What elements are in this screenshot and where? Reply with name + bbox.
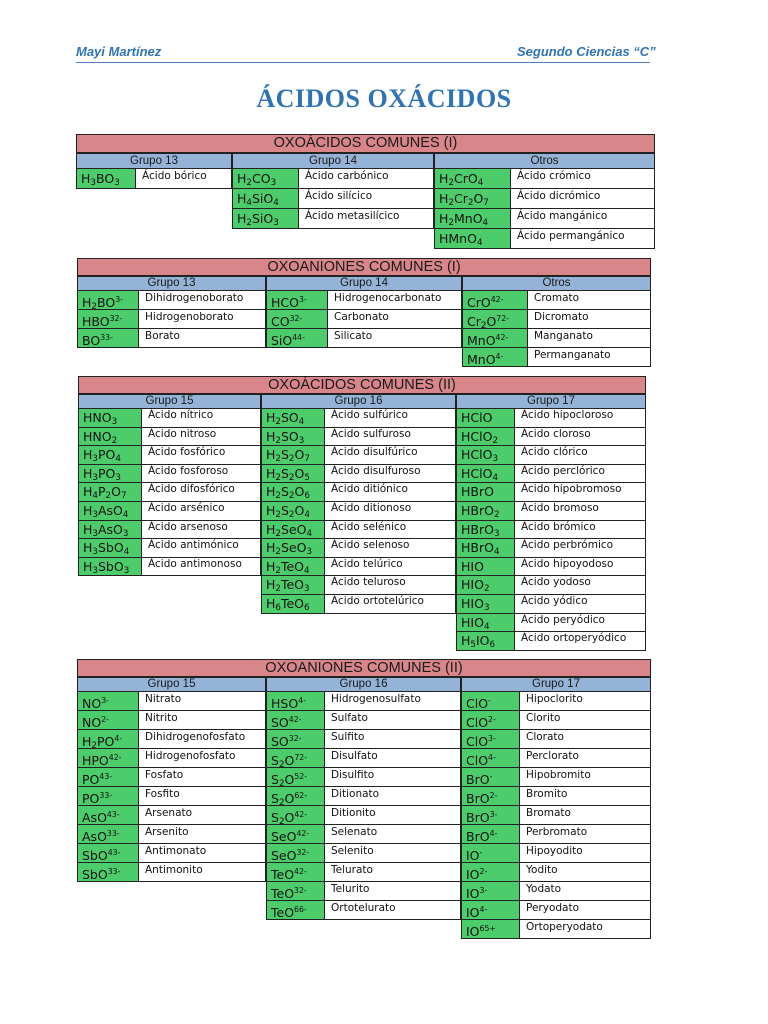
formula-cell: HIO [456, 558, 515, 576]
name-cell: Manganato [528, 329, 651, 347]
table-row [77, 310, 266, 329]
formula-cell: H5IO6 [456, 632, 515, 650]
formula-cell: $HPO^{42-}$ [77, 749, 139, 767]
formula-cell: AsO$^{33-}$ [77, 825, 139, 843]
table-row [461, 787, 651, 806]
table-row [261, 409, 456, 428]
group-header: Grupo 15 [77, 677, 266, 692]
table-row [77, 329, 266, 348]
table-row [461, 692, 651, 711]
table-row [456, 465, 646, 484]
formula-cell: H2CrO4 [434, 169, 511, 188]
formula-cell: ClO- [461, 692, 520, 710]
table-row [266, 749, 461, 768]
table-row [266, 310, 462, 329]
name-cell: Ácido sulfuroso [325, 428, 456, 446]
formula-cell: H2S2O5 [261, 465, 325, 483]
group-grupo-13-oxoaniones-comunes-i [77, 276, 266, 348]
name-cell: Fosfato [139, 768, 266, 786]
page-title: ÁCIDOS OXÁCIDOS [256, 84, 512, 113]
name-cell: Ácido perclórico [515, 465, 646, 483]
formula-cell: $S2O^{72-}$ [266, 749, 325, 767]
name-cell: Antimonato [139, 844, 266, 862]
formula-cell: HNO3 [78, 409, 142, 427]
name-cell: Ácido antimonoso [142, 558, 261, 576]
section-title-oxoacidos-comunes-ii: OXOÁCIDOS COMUNES (II) [78, 376, 646, 394]
name-cell: Ácido arsenoso [142, 521, 261, 539]
table-row [78, 465, 261, 484]
name-cell: Ácido bórico [136, 169, 232, 188]
formula-cell: SiO$^{44-}$ [266, 329, 328, 347]
formula-cell: BrO$^{4-}$ [461, 825, 520, 843]
table-row [232, 209, 434, 229]
formula-cell: H2Cr2O7 [434, 189, 511, 208]
section-title-oxoacidos-comunes-i: OXOÁCIDOS COMUNES (I) [76, 134, 655, 153]
table-row [261, 558, 456, 577]
name-cell: Hidrogenosulfato [325, 692, 461, 710]
table-row [461, 863, 651, 882]
group-otros-oxoacidos-comunes-i [434, 153, 655, 249]
table-row [266, 844, 461, 863]
name-cell: Silicato [328, 329, 462, 347]
formula-cell: AsO$^{43-}$ [77, 806, 139, 824]
name-cell: Ácido yódico [515, 595, 646, 613]
table-row [266, 768, 461, 787]
table-row [261, 483, 456, 502]
table-row [456, 409, 646, 428]
formula-cell: BrO$^{2-}$ [461, 787, 520, 805]
name-cell: Hipobromito [520, 768, 651, 786]
formula-cell: MnO$^{42-}$ [462, 329, 528, 347]
formula-cell: H3AsO4 [78, 502, 142, 520]
formula-cell: H2S2O6 [261, 483, 325, 501]
table-row [461, 768, 651, 787]
formula-cell: $SO^{42-}$ [266, 711, 325, 729]
table-row [462, 310, 651, 329]
formula-cell: $SO^{32-}$ [266, 730, 325, 748]
formula-cell: ClO$^{2-}$ [461, 711, 520, 729]
formula-cell: H4P2O7 [78, 483, 142, 501]
name-cell: Hidrogenoborato [139, 310, 266, 328]
group-header: Otros [434, 153, 655, 169]
table-row [266, 806, 461, 825]
table-row [77, 768, 266, 787]
formula-cell: H4SiO4 [232, 189, 299, 208]
name-cell: Nitrito [139, 711, 266, 729]
name-cell: Ácido metasilícico [299, 209, 434, 228]
name-cell: Ácido nítrico [142, 409, 261, 427]
table-row [266, 901, 461, 920]
table-row [261, 465, 456, 484]
name-cell: Sulfito [325, 730, 461, 748]
group-grupo-13-oxoacidos-comunes-i [76, 153, 232, 189]
table-row [232, 189, 434, 209]
table-row [434, 229, 655, 249]
formula-cell: $NO^{3-}$ [77, 692, 139, 710]
name-cell: Perclorato [520, 749, 651, 767]
name-cell: Ácido fosfórico [142, 446, 261, 464]
formula-cell: $IO^{2-}$ [461, 863, 520, 881]
formula-cell: HNO2 [78, 428, 142, 446]
name-cell: Telurito [325, 882, 461, 900]
formula-cell: $BO^{33-}$ [77, 329, 139, 347]
formula-cell: $HSO^{4-}$ [266, 692, 325, 710]
table-row [456, 595, 646, 614]
name-cell: Ácido ditionoso [325, 502, 456, 520]
group-grupo-16-oxoaniones-comunes-ii [266, 677, 461, 920]
name-cell: Ácido hipobromoso [515, 483, 646, 501]
formula-cell: ClO$^{4-}$ [461, 749, 520, 767]
table-row [456, 632, 646, 651]
formula-cell: BrO- [461, 768, 520, 786]
name-cell: Dihidrogenofosfato [139, 730, 266, 748]
formula-cell: HClO [456, 409, 515, 427]
name-cell: Ácido hipoyodoso [515, 558, 646, 576]
formula-cell: HBrO4 [456, 539, 515, 557]
table-row [266, 692, 461, 711]
formula-cell: $S2O^{62-}$ [266, 787, 325, 805]
table-row [77, 863, 266, 882]
table-row [266, 863, 461, 882]
table-row [456, 576, 646, 595]
name-cell: Ácido crómico [511, 169, 655, 188]
formula-cell: TeO$^{32-}$ [266, 882, 325, 900]
group-otros-oxoaniones-comunes-i [462, 276, 651, 367]
name-cell: Selenato [325, 825, 461, 843]
formula-cell: HIO2 [456, 576, 515, 594]
name-cell: Ortoperyodato [520, 920, 651, 938]
name-cell: Dihidrogenoborato [139, 291, 266, 309]
formula-cell: $HCO^{3-}$ [266, 291, 328, 309]
table-row [461, 882, 651, 901]
table-row [461, 901, 651, 920]
name-cell: Dicromato [528, 310, 651, 328]
table-row [266, 329, 462, 348]
class-name: Segundo Ciencias “C” [517, 44, 656, 59]
formula-cell: HIO3 [456, 595, 515, 613]
name-cell: Ácido ditiónico [325, 483, 456, 501]
formula-cell: H2SiO3 [232, 209, 299, 228]
name-cell: Hipoyodito [520, 844, 651, 862]
name-cell: Disulfito [325, 768, 461, 786]
name-cell: Ácido mangánico [511, 209, 655, 228]
table-row [456, 428, 646, 447]
formula-cell: $H2BO^{3-}$ [77, 291, 139, 309]
formula-cell: HBrO2 [456, 502, 515, 520]
table-row [266, 825, 461, 844]
name-cell: Sulfato [325, 711, 461, 729]
formula-cell: SbO$^{43-}$ [77, 844, 139, 862]
name-cell: Ditionato [325, 787, 461, 805]
formula-cell: H2SO3 [261, 428, 325, 446]
formula-cell: HClO4 [456, 465, 515, 483]
formula-cell: BrO$^{3-}$ [461, 806, 520, 824]
name-cell: Bromato [520, 806, 651, 824]
table-row [266, 787, 461, 806]
table-row [266, 711, 461, 730]
table-row [77, 825, 266, 844]
table-row [78, 539, 261, 558]
name-cell: Hidrogenofosfato [139, 749, 266, 767]
group-grupo-16-oxoacidos-comunes-ii [261, 394, 456, 614]
name-cell: Cromato [528, 291, 651, 309]
formula-cell: H2SeO3 [261, 539, 325, 557]
table-row [77, 730, 266, 749]
formula-cell: $S2O^{42-}$ [266, 806, 325, 824]
name-cell: Ácido ortotelúrico [325, 595, 456, 613]
group-grupo-14-oxoacidos-comunes-i [232, 153, 434, 229]
name-cell: Ácido peryódico [515, 614, 646, 632]
author-name: Mayi Martínez [76, 44, 162, 59]
name-cell: Permanganato [528, 348, 651, 366]
name-cell: Disulfato [325, 749, 461, 767]
formula-cell: H2S2O4 [261, 502, 325, 520]
table-row [461, 844, 651, 863]
formula-cell: $IO^{3-}$ [461, 882, 520, 900]
name-cell: Peryodato [520, 901, 651, 919]
formula-cell: HMnO4 [434, 229, 511, 248]
name-cell: Ácido teluroso [325, 576, 456, 594]
table-row [261, 595, 456, 614]
formula-cell: H2TeO3 [261, 576, 325, 594]
name-cell: Clorato [520, 730, 651, 748]
formula-cell: H3SbO3 [78, 558, 142, 576]
name-cell: Yodato [520, 882, 651, 900]
table-row [261, 539, 456, 558]
group-grupo-17-oxoaniones-comunes-ii [461, 677, 651, 939]
name-cell: Ácido antimónico [142, 539, 261, 557]
name-cell: Ácido telúrico [325, 558, 456, 576]
table-row [261, 428, 456, 447]
group-header: Otros [462, 276, 651, 291]
name-cell: Bromito [520, 787, 651, 805]
group-header: Grupo 17 [456, 394, 646, 409]
name-cell: Ácido selénico [325, 521, 456, 539]
formula-cell: TeO$^{42-}$ [266, 863, 325, 881]
name-cell: Selenito [325, 844, 461, 862]
table-row [461, 825, 651, 844]
formula-cell: CrO$^{42-}$ [462, 291, 528, 309]
table-row [434, 209, 655, 229]
table-row [266, 291, 462, 310]
name-cell: Ácido silícico [299, 189, 434, 208]
table-row [77, 711, 266, 730]
formula-cell: $S2O^{52-}$ [266, 768, 325, 786]
formula-cell: $NO^{2-}$ [77, 711, 139, 729]
name-cell: Ácido disulfuroso [325, 465, 456, 483]
formula-cell: SeO$^{32-}$ [266, 844, 325, 862]
name-cell: Carbonato [328, 310, 462, 328]
table-row [461, 749, 651, 768]
name-cell: Fosfito [139, 787, 266, 805]
group-header: Grupo 17 [461, 677, 651, 692]
table-row [461, 711, 651, 730]
formula-cell: H2CO3 [232, 169, 299, 188]
formula-cell: TeO$^{66-}$ [266, 901, 325, 919]
formula-cell: HClO2 [456, 428, 515, 446]
name-cell: Ácido permangánico [511, 229, 655, 248]
table-row [78, 521, 261, 540]
formula-cell: H6TeO6 [261, 595, 325, 613]
formula-cell: HBrO3 [456, 521, 515, 539]
table-row [78, 502, 261, 521]
name-cell: Ácido yodoso [515, 576, 646, 594]
name-cell: Ácido disulfúrico [325, 446, 456, 464]
formula-cell: $PO^{33-}$ [77, 787, 139, 805]
group-header: Grupo 13 [77, 276, 266, 291]
table-row [77, 291, 266, 310]
formula-cell: $PO^{43-}$ [77, 768, 139, 786]
name-cell: Ácido cloroso [515, 428, 646, 446]
table-row [77, 692, 266, 711]
table-row [461, 730, 651, 749]
group-header: Grupo 16 [261, 394, 456, 409]
formula-cell: H3AsO3 [78, 521, 142, 539]
formula-cell: H2SO4 [261, 409, 325, 427]
table-row [461, 920, 651, 939]
name-cell: Ácido difosfórico [142, 483, 261, 501]
formula-cell: IO- [461, 844, 520, 862]
table-row [461, 806, 651, 825]
name-cell: Borato [139, 329, 266, 347]
name-cell: Ácido dicrómico [511, 189, 655, 208]
table-row [456, 502, 646, 521]
table-row [462, 291, 651, 310]
group-header: Grupo 16 [266, 677, 461, 692]
formula-cell: $HBO^{32-}$ [77, 310, 139, 328]
name-cell: Ácido fosforoso [142, 465, 261, 483]
table-row [456, 521, 646, 540]
name-cell: Ácido carbónico [299, 169, 434, 188]
table-row [456, 614, 646, 633]
table-row [78, 428, 261, 447]
table-row [261, 502, 456, 521]
formula-cell: H3BO3 [76, 169, 136, 188]
name-cell: Ácido bromoso [515, 502, 646, 520]
table-row [266, 882, 461, 901]
formula-cell: MnO$^{4-}$ [462, 348, 528, 366]
table-row [456, 539, 646, 558]
formula-cell: HClO3 [456, 446, 515, 464]
name-cell: Ácido selenoso [325, 539, 456, 557]
formula-cell: H2MnO4 [434, 209, 511, 228]
table-row [77, 749, 266, 768]
name-cell: Nitrato [139, 692, 266, 710]
table-row [78, 483, 261, 502]
section-title-oxoaniones-comunes-ii: OXOANIONES COMUNES (II) [77, 659, 651, 677]
table-row [76, 169, 232, 189]
formula-cell: H2S2O7 [261, 446, 325, 464]
table-row [78, 446, 261, 465]
group-header: Grupo 14 [232, 153, 434, 169]
group-header: Grupo 14 [266, 276, 462, 291]
table-row [462, 348, 651, 367]
formula-cell: $H2PO^{4-}$ [77, 730, 139, 748]
table-row [456, 483, 646, 502]
formula-cell: SeO$^{42-}$ [266, 825, 325, 843]
group-grupo-14-oxoaniones-comunes-i [266, 276, 462, 348]
table-row [261, 576, 456, 595]
formula-cell: H2TeO4 [261, 558, 325, 576]
table-row [77, 806, 266, 825]
group-grupo-15-oxoaniones-comunes-ii [77, 677, 266, 882]
table-row [266, 730, 461, 749]
name-cell: Ácido nitroso [142, 428, 261, 446]
name-cell: Perbromato [520, 825, 651, 843]
name-cell: Yodito [520, 863, 651, 881]
table-row [462, 329, 651, 348]
formula-cell: $IO^{4-}$ [461, 901, 520, 919]
table-row [232, 169, 434, 189]
group-header: Grupo 13 [76, 153, 232, 169]
name-cell: Telurato [325, 863, 461, 881]
table-row [78, 558, 261, 577]
group-header: Grupo 15 [78, 394, 261, 409]
group-grupo-17-oxoacidos-comunes-ii [456, 394, 646, 651]
formula-cell: H3PO3 [78, 465, 142, 483]
table-row [261, 446, 456, 465]
name-cell: Antimonito [139, 863, 266, 881]
formula-cell: HIO4 [456, 614, 515, 632]
name-cell: Ácido hipocloroso [515, 409, 646, 427]
name-cell: Ortotelurato [325, 901, 461, 919]
formula-cell: $Cr2O^{72-}$ [462, 310, 528, 328]
formula-cell: $CO^{32-}$ [266, 310, 328, 328]
group-grupo-15-oxoacidos-comunes-ii [78, 394, 261, 576]
name-cell: Arsenato [139, 806, 266, 824]
formula-cell: H3SbO4 [78, 539, 142, 557]
section-title-oxoaniones-comunes-i: OXOANIONES COMUNES (I) [77, 258, 651, 276]
formula-cell: H3PO4 [78, 446, 142, 464]
formula-cell: ClO$^{3-}$ [461, 730, 520, 748]
table-row [456, 558, 646, 577]
header-rule [76, 62, 650, 63]
table-row [434, 169, 655, 189]
formula-cell: SbO$^{33-}$ [77, 863, 139, 881]
formula-cell: H2SeO4 [261, 521, 325, 539]
table-row [261, 521, 456, 540]
table-row [77, 844, 266, 863]
name-cell: Hipoclorito [520, 692, 651, 710]
name-cell: Arsenito [139, 825, 266, 843]
name-cell: Hidrogenocarbonato [328, 291, 462, 309]
formula-cell: HBrO [456, 483, 515, 501]
table-row [434, 189, 655, 209]
name-cell: Ácido arsénico [142, 502, 261, 520]
name-cell: Ácido clórico [515, 446, 646, 464]
table-row [78, 409, 261, 428]
name-cell: Ditionito [325, 806, 461, 824]
table-row [456, 446, 646, 465]
name-cell: Ácido sulfúrico [325, 409, 456, 427]
name-cell: Clorito [520, 711, 651, 729]
formula-cell: $IO^{65+}$ [461, 920, 520, 938]
name-cell: Ácido perbrómico [515, 539, 646, 557]
table-row [77, 787, 266, 806]
name-cell: Ácido ortoperyódico [515, 632, 646, 650]
name-cell: Ácido brómico [515, 521, 646, 539]
